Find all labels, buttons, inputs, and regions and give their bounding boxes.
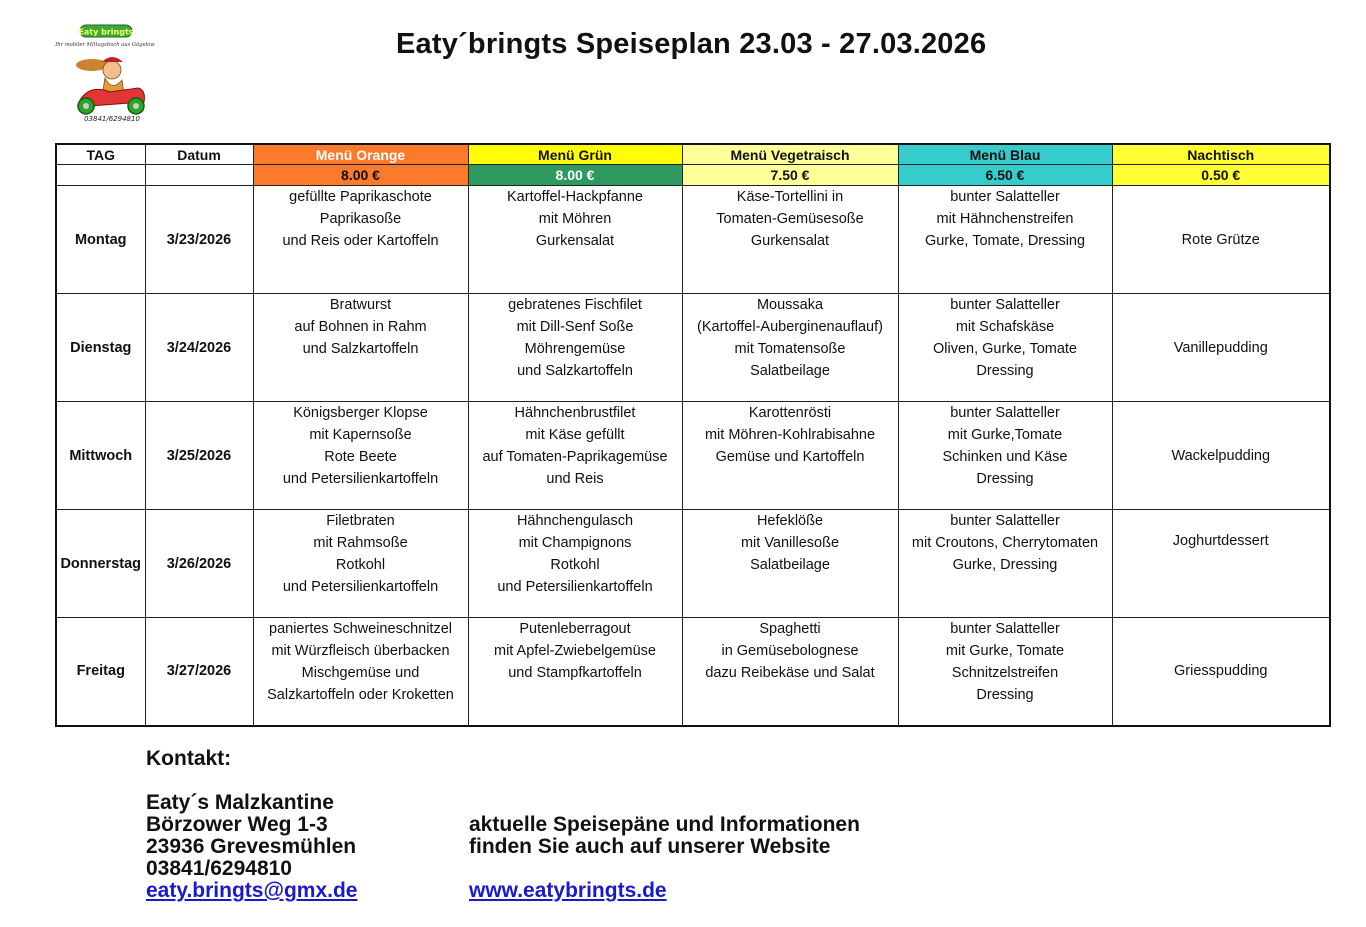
- menu-line: Salatbeilage: [750, 362, 830, 379]
- menu-line: gefüllte Paprikaschote: [289, 189, 432, 205]
- menu-line: auf Bohnen in Rahm: [294, 318, 427, 335]
- menu-line: Kartoffel-Hackpfanne: [507, 189, 643, 205]
- menu-line: Karottenrösti: [748, 405, 832, 421]
- menu-line: mit Gurke, Tomate: [945, 642, 1065, 659]
- menu-line: Spaghetti: [759, 621, 821, 637]
- logo: [50, 22, 165, 124]
- menu-line: mit Vanillesoße: [740, 534, 840, 551]
- date-cell: 3/23/2026: [145, 186, 253, 294]
- menu-line: mit Tomatensoße: [734, 340, 846, 357]
- menu-line: Tomaten-Gemüsesoße: [716, 210, 864, 227]
- contact-block: [146, 748, 357, 902]
- scooter-chef-logo-icon: [50, 22, 165, 124]
- date-cell: 3/26/2026: [145, 510, 253, 618]
- menu-line: Gurke, Tomate, Dressing: [924, 232, 1086, 249]
- menu-line: und Stampfkartoffeln: [508, 664, 642, 681]
- date-cell: 3/25/2026: [145, 402, 253, 510]
- price-gruen: 8.00 €: [468, 165, 682, 186]
- dessert-cell: Vanillepudding: [1112, 294, 1330, 402]
- menu-line: mit Gurke,Tomate: [947, 426, 1063, 443]
- menu-line: dazu Reibekäse und Salat: [705, 664, 875, 681]
- info-line-1: aktuelle Speisepäne und Informationen: [469, 813, 860, 836]
- menu-line: und Reis: [546, 470, 604, 487]
- menu-line: bunter Salatteller: [950, 297, 1060, 313]
- menu-cell-veg: [682, 186, 898, 294]
- menu-cell-orange: [253, 186, 468, 294]
- dessert-cell: Wackelpudding: [1112, 402, 1330, 510]
- day-cell: Donnerstag: [56, 510, 145, 618]
- contact-spacer: [146, 770, 357, 792]
- col-header-blau: Menü Blau: [898, 144, 1112, 165]
- col-header-dessert: Nachtisch: [1112, 144, 1330, 165]
- menu-line: Schnitzelstreifen: [951, 664, 1059, 681]
- contact-name: Eaty´s Malzkantine: [146, 791, 334, 814]
- info-line-2: finden Sie auch auf unserer Website: [469, 835, 831, 858]
- menu-line: mit Schafskäse: [955, 318, 1055, 335]
- menu-line: bunter Salatteller: [950, 189, 1060, 205]
- menu-cell-gruen: [468, 402, 682, 510]
- menu-line: Hefeklöße: [756, 513, 824, 529]
- menu-line: bunter Salatteller: [950, 405, 1060, 421]
- dessert-cell: Griesspudding: [1112, 618, 1330, 726]
- menu-line: Käse-Tortellini in: [736, 189, 844, 205]
- menu-line: mit Rahmsoße: [313, 534, 408, 551]
- table-row: [56, 510, 1330, 618]
- col-header-date: Datum: [145, 144, 253, 165]
- menu-line: Rotkohl: [550, 556, 600, 573]
- col-header-veg: Menü Vegetraisch: [682, 144, 898, 165]
- menu-line: Schinken und Käse: [942, 448, 1068, 465]
- menu-line: (Kartoffel-Auberginenauflauf): [697, 318, 883, 335]
- col-header-day: TAG: [56, 144, 145, 165]
- logo-brand: Eaty bringts: [78, 27, 134, 37]
- menu-cell-veg: [682, 618, 898, 726]
- dessert-cell: Rote Grütze: [1112, 186, 1330, 294]
- menu-cell-blau: [898, 510, 1112, 618]
- menu-table: [55, 143, 1331, 727]
- logo-phone: 03841/6294810: [84, 115, 140, 123]
- menu-line: in Gemüsebolognese: [721, 642, 859, 659]
- menu-cell-orange: [253, 510, 468, 618]
- menu-line: mit Champignons: [518, 534, 632, 551]
- day-cell: Dienstag: [56, 294, 145, 402]
- menu-cell-blau: [898, 186, 1112, 294]
- menu-cell-veg: [682, 294, 898, 402]
- menu-cell-blau: [898, 294, 1112, 402]
- day-cell: Mittwoch: [56, 402, 145, 510]
- col-header-gruen: Menü Grün: [468, 144, 682, 165]
- website-block: [469, 814, 860, 902]
- menu-line: Rotkohl: [335, 556, 386, 573]
- menu-line: paniertes Schweineschnitzel: [269, 621, 452, 637]
- menu-line: Moussaka: [756, 297, 824, 313]
- menu-line: Gurkensalat: [750, 232, 830, 249]
- menu-line: mit Dill-Senf Soße: [516, 318, 634, 335]
- dessert-cell: Joghurtdessert: [1112, 510, 1330, 618]
- menu-cell-veg: [682, 510, 898, 618]
- table-row: [56, 618, 1330, 726]
- menu-line: Gurkensalat: [535, 232, 615, 249]
- menu-line: mit Käse gefüllt: [525, 426, 625, 443]
- menu-line: Dressing: [976, 686, 1034, 703]
- contact-street: Börzower Weg 1-3: [146, 813, 328, 836]
- price-row: [56, 165, 1330, 186]
- day-cell: Freitag: [56, 618, 145, 726]
- menu-cell-gruen: [468, 618, 682, 726]
- menu-line: Königsberger Klopse: [293, 405, 428, 421]
- menu-line: Mischgemüse und: [301, 664, 420, 681]
- menu-line: und Salzkartoffeln: [302, 340, 419, 357]
- logo-tagline: Ihr mobiler Mittagstisch aus Gägelow: [55, 42, 155, 48]
- menu-line: mit Apfel-Zwiebelgemüse: [494, 642, 656, 659]
- menu-line: Dressing: [976, 470, 1034, 487]
- website-spacer: [469, 858, 860, 880]
- menu-line: Gemüse und Kartoffeln: [715, 448, 865, 465]
- table-row: [56, 294, 1330, 402]
- menu-line: mit Hähnchenstreifen: [936, 210, 1074, 227]
- date-cell: 3/27/2026: [145, 618, 253, 726]
- page-title: Eaty´bringts Speiseplan 23.03 - 27.03.2026: [396, 28, 987, 60]
- menu-line: bunter Salatteller: [950, 513, 1060, 529]
- price-dessert: 0.50 €: [1112, 165, 1330, 186]
- day-cell: Montag: [56, 186, 145, 294]
- menu-cell-gruen: [468, 186, 682, 294]
- menu-cell-gruen: [468, 294, 682, 402]
- menu-line: Paprikasoße: [319, 210, 402, 227]
- menu-line: Filetbraten: [326, 513, 395, 529]
- menu-line: Salatbeilage: [750, 556, 830, 573]
- contact-phone: 03841/6294810: [146, 857, 292, 880]
- price-spacer-date: [145, 165, 253, 186]
- menu-line: bunter Salatteller: [950, 621, 1060, 637]
- col-header-orange: Menü Orange: [253, 144, 468, 165]
- menu-line: und Petersilienkartoffeln: [282, 470, 439, 487]
- menu-line: und Reis oder Kartoffeln: [282, 232, 439, 249]
- table-row: [56, 186, 1330, 294]
- menu-line: Putenleberragout: [519, 621, 631, 637]
- price-veg: 7.50 €: [682, 165, 898, 186]
- header-row: [56, 144, 1330, 165]
- menu-cell-gruen: [468, 510, 682, 618]
- menu-line: mit Croutons, Cherrytomaten: [911, 534, 1099, 551]
- menu-cell-orange: [253, 294, 468, 402]
- menu-line: gebratenes Fischfilet: [508, 297, 642, 313]
- menu-line: Oliven, Gurke, Tomate: [933, 340, 1077, 357]
- menu-cell-veg: [682, 402, 898, 510]
- menu-cell-orange: [253, 618, 468, 726]
- menu-line: und Petersilienkartoffeln: [282, 578, 439, 595]
- menu-line: mit Würzfleisch überbacken: [271, 642, 450, 659]
- price-orange: 8.00 €: [253, 165, 468, 186]
- menu-cell-orange: [253, 402, 468, 510]
- menu-line: mit Möhren-Kohlrabisahne: [704, 426, 876, 443]
- menu-line: und Petersilienkartoffeln: [497, 578, 653, 595]
- menu-line: Salzkartoffeln oder Kroketten: [267, 686, 454, 703]
- website-link[interactable]: www.eatybringts.de: [469, 879, 667, 902]
- menu-line: Bratwurst: [329, 297, 392, 313]
- menu-line: Rote Beete: [324, 448, 397, 465]
- menu-cell-blau: [898, 402, 1112, 510]
- table-row: [56, 402, 1330, 510]
- date-cell: 3/24/2026: [145, 294, 253, 402]
- contact-heading: Kontakt:: [146, 747, 232, 770]
- price-spacer-day: [56, 165, 145, 186]
- menu-line: und Salzkartoffeln: [517, 362, 633, 379]
- price-blau: 6.50 €: [898, 165, 1112, 186]
- email-link[interactable]: eaty.bringts@gmx.de: [146, 879, 358, 902]
- menu-line: Hähnchenbrustfilet: [514, 405, 636, 421]
- menu-line: Möhrengemüse: [524, 340, 626, 357]
- menu-line: Gurke, Dressing: [952, 556, 1058, 573]
- menu-cell-blau: [898, 618, 1112, 726]
- menu-line: Hähnchengulasch: [516, 513, 634, 529]
- menu-line: Dressing: [976, 362, 1034, 379]
- menu-line: mit Kapernsoße: [309, 426, 412, 443]
- menu-line: auf Tomaten-Paprikagemüse: [482, 448, 668, 465]
- contact-city: 23936 Grevesmühlen: [146, 835, 357, 858]
- menu-line: mit Möhren: [538, 210, 612, 227]
